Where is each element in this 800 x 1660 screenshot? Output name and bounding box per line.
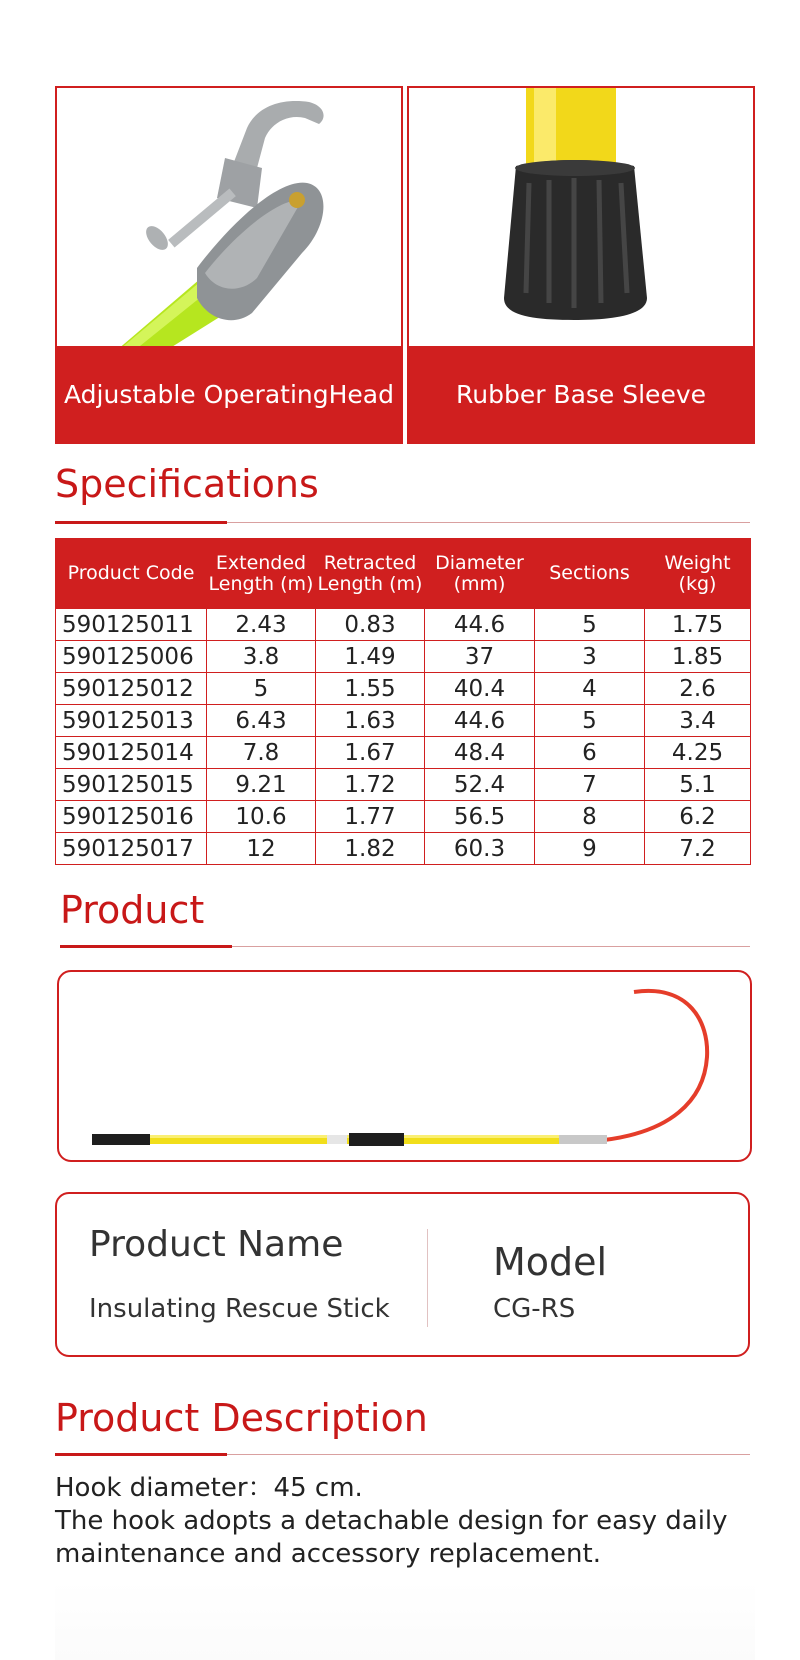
table-cell: 37: [425, 641, 535, 673]
table-cell: 590125014: [56, 737, 207, 769]
feature-card-operating-head: [55, 86, 403, 444]
table-cell: 1.82: [316, 833, 425, 865]
product-info-box: [55, 1192, 750, 1357]
rescue-stick-icon: [59, 972, 754, 1164]
table-row: [56, 737, 751, 769]
table-cell: 590125012: [56, 673, 207, 705]
table-cell: 60.3: [425, 833, 535, 865]
table-cell: 6.43: [207, 705, 316, 737]
feature-caption: Rubber Base Sleeve: [409, 346, 753, 442]
table-cell: 10.6: [207, 801, 316, 833]
product-description-title: Product Description: [55, 1396, 428, 1440]
table-cell: 590125016: [56, 801, 207, 833]
table-cell: 1.72: [316, 769, 425, 801]
model-value: CG-RS: [493, 1294, 576, 1324]
table-cell: 0.83: [316, 609, 425, 641]
model-label: Model: [493, 1240, 608, 1284]
hook-head-icon: [57, 88, 401, 350]
table-cell: 590125013: [56, 705, 207, 737]
table-cell: 590125017: [56, 833, 207, 865]
header-diameter: Diameter (mm): [425, 539, 535, 609]
section-underline: [55, 522, 750, 523]
table-cell: 8: [535, 801, 645, 833]
table-cell: 5: [535, 609, 645, 641]
table-cell: 7.2: [645, 833, 751, 865]
table-cell: 3.8: [207, 641, 316, 673]
table-row: [56, 673, 751, 705]
section-underline: [55, 1454, 750, 1455]
table-cell: 7.8: [207, 737, 316, 769]
table-cell: 5.1: [645, 769, 751, 801]
section-underline: [60, 946, 750, 947]
table-cell: 9: [535, 833, 645, 865]
table-cell: 1.77: [316, 801, 425, 833]
table-cell: 6: [535, 737, 645, 769]
table-cell: 52.4: [425, 769, 535, 801]
table-cell: 6.2: [645, 801, 751, 833]
table-cell: 590125006: [56, 641, 207, 673]
specifications-table: [55, 538, 751, 865]
header-extended-length: Extended Length (m): [207, 539, 316, 609]
table-cell: 4.25: [645, 737, 751, 769]
rubber-sleeve-icon: [409, 88, 753, 350]
table-cell: 590125011: [56, 609, 207, 641]
description-line: maintenance and accessory replacement.: [55, 1539, 601, 1569]
table-cell: 1.75: [645, 609, 751, 641]
table-row: [56, 705, 751, 737]
table-cell: 1.63: [316, 705, 425, 737]
table-cell: 1.49: [316, 641, 425, 673]
table-cell: 12: [207, 833, 316, 865]
table-cell: 5: [207, 673, 316, 705]
header-weight: Weight (kg): [645, 539, 751, 609]
background-fade: [55, 1580, 755, 1660]
divider: [427, 1229, 428, 1327]
specifications-title: Specifications: [55, 462, 319, 506]
table-cell: 1.67: [316, 737, 425, 769]
description-line: Hook diameter：45 cm.: [55, 1473, 363, 1503]
description-line: The hook adopts a detachable design for easy daily: [55, 1506, 728, 1536]
table-cell: 2.43: [207, 609, 316, 641]
table-row: [56, 833, 751, 865]
table-cell: 44.6: [425, 609, 535, 641]
feature-card-rubber-sleeve: [407, 86, 755, 444]
table-cell: 44.6: [425, 705, 535, 737]
table-row: [56, 641, 751, 673]
table-cell: 1.55: [316, 673, 425, 705]
header-product-code: Product Code: [56, 539, 207, 609]
product-image-box: [57, 970, 752, 1162]
table-cell: 7: [535, 769, 645, 801]
table-cell: 56.5: [425, 801, 535, 833]
description-text: [55, 1472, 755, 1571]
table-cell: 5: [535, 705, 645, 737]
header-sections: Sections: [535, 539, 645, 609]
table-cell: 1.85: [645, 641, 751, 673]
table-cell: 4: [535, 673, 645, 705]
product-title: Product: [60, 888, 205, 932]
table-row: [56, 801, 751, 833]
header-retracted-length: Retracted Length (m): [316, 539, 425, 609]
table-cell: 2.6: [645, 673, 751, 705]
table-cell: 3.4: [645, 705, 751, 737]
table-cell: 9.21: [207, 769, 316, 801]
table-cell: 48.4: [425, 737, 535, 769]
table-cell: 3: [535, 641, 645, 673]
product-name-value: Insulating Rescue Stick: [89, 1294, 390, 1324]
table-row: [56, 609, 751, 641]
table-row: [56, 769, 751, 801]
table-cell: 40.4: [425, 673, 535, 705]
table-cell: 590125015: [56, 769, 207, 801]
product-name-label: Product Name: [89, 1224, 344, 1265]
table-header-row: [56, 539, 751, 609]
feature-caption: Adjustable OperatingHead: [57, 346, 401, 442]
